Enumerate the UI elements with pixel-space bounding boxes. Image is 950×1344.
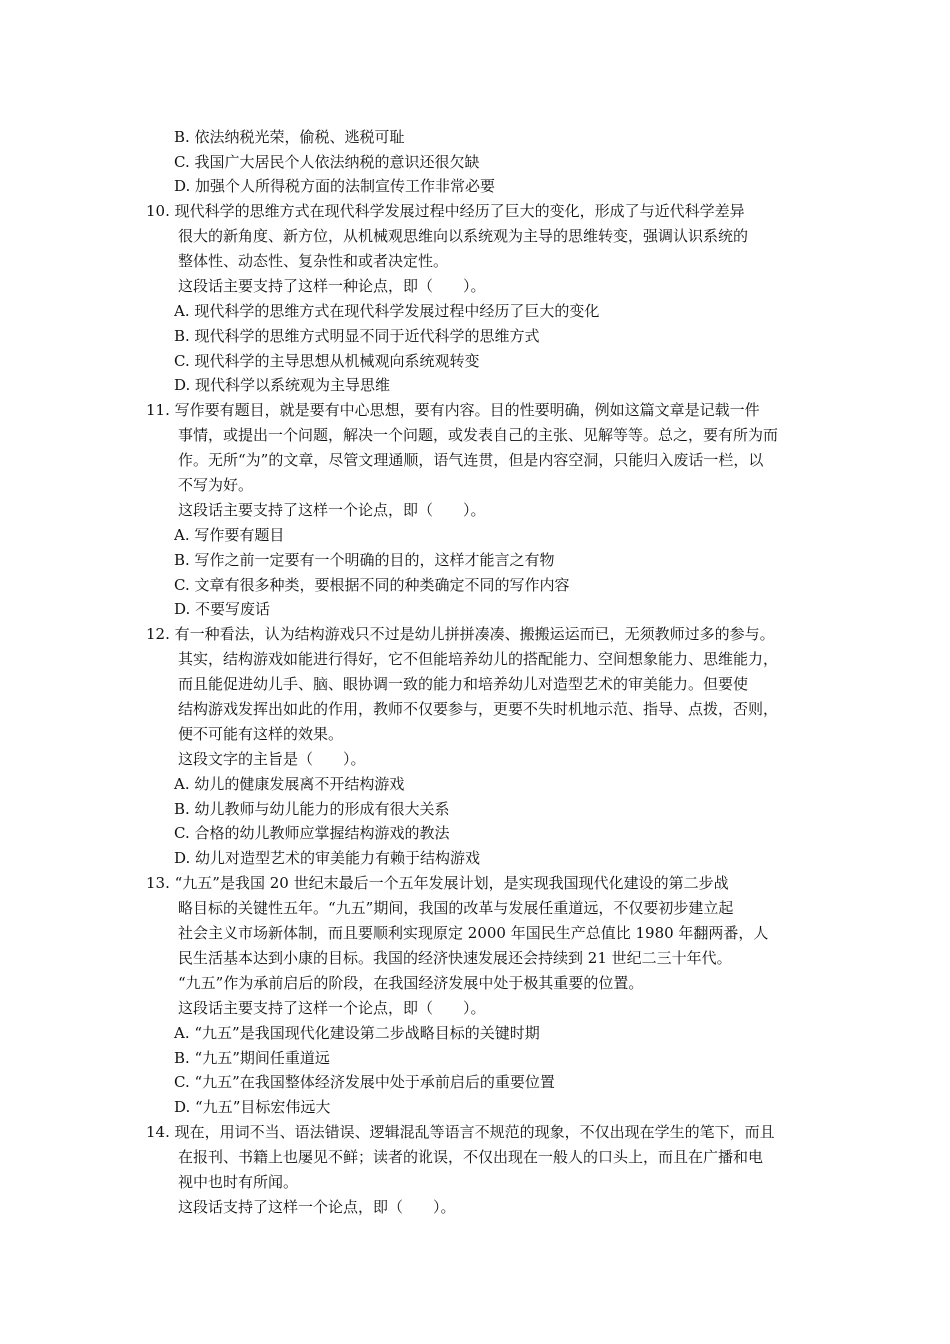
question-11-text: 11. 写作要有题目，就是要有中心思想，要有内容。目的性要明确，例如这篇文章是记载一件 bbox=[146, 401, 760, 419]
question-11-option-c: C. 文章有很多种类，要根据不同的种类确定不同的写作内容 bbox=[174, 576, 570, 594]
question-13-option-c: C. “九五”在我国整体经济发展中处于承前启后的重要位置 bbox=[174, 1073, 555, 1091]
question-11-text: 事情，或提出一个问题，解决一个问题，或发表自己的主张、见解等等。总之，要有所为而 bbox=[178, 426, 779, 444]
question-10-option-d: D. 现代科学以系统观为主导思维 bbox=[174, 376, 391, 394]
option-c: C. 我国广大居民个人依法纳税的意识还很欠缺 bbox=[174, 153, 480, 171]
question-13-text: 略目标的关键性五年。“九五”期间，我国的改革与发展任重道远，不仅要初步建立起 bbox=[178, 899, 734, 917]
question-13-text: 民生活基本达到小康的目标。我国的经济快速发展还会持续到 21 世纪二三十年代。 bbox=[178, 949, 732, 967]
question-11-stem: 这段话主要支持了这样一个论点，即（ ）。 bbox=[178, 501, 486, 519]
question-12-text: 结构游戏发挥出如此的作用，教师不仅要参与，更要不失时机地示范、指导、点拨，否则， bbox=[178, 700, 779, 718]
question-10-text: 整体性、动态性、复杂性和或者决定性。 bbox=[178, 252, 449, 270]
option-d: D. 加强个人所得税方面的法制宣传工作非常必要 bbox=[174, 177, 496, 195]
question-10-text: 10. 现代科学的思维方式在现代科学发展过程中经历了巨大的变化，形成了与近代科学差异 bbox=[146, 202, 745, 220]
option-b: B. 依法纳税光荣，偷税、逃税可耻 bbox=[174, 128, 405, 146]
question-10-option-b: B. 现代科学的思维方式明显不同于近代科学的思维方式 bbox=[174, 327, 540, 345]
question-11-option-a: A. 写作要有题目 bbox=[174, 526, 285, 544]
question-10-option-a: A. 现代科学的思维方式在现代科学发展过程中经历了巨大的变化 bbox=[174, 302, 600, 320]
question-11-text: 不写为好。 bbox=[178, 476, 254, 494]
question-10-option-c: C. 现代科学的主导思想从机械观向系统观转变 bbox=[174, 352, 480, 370]
question-12-option-b: B. 幼儿教师与幼儿能力的形成有很大关系 bbox=[174, 800, 450, 818]
question-14-stem: 这段话支持了这样一个论点，即（ ）。 bbox=[178, 1198, 456, 1216]
question-13-text: 社会主义市场新体制，而且要顺利实现原定 2000 年国民生产总值比 1980 年翻两番，人 bbox=[178, 924, 769, 942]
question-13-option-d: D. “九五”目标宏伟远大 bbox=[174, 1098, 331, 1116]
question-12-text: 其实，结构游戏如能进行得好，它不但能培养幼儿的搭配能力、空间想象能力、思维能力， bbox=[178, 650, 779, 668]
question-13-text: “九五”作为承前启后的阶段，在我国经济发展中处于极其重要的位置。 bbox=[178, 974, 644, 992]
question-13-option-b: B. “九五”期间任重道远 bbox=[174, 1049, 330, 1067]
question-11-text: 作。无所“为”的文章，尽管文理通顺，语气连贯，但是内容空洞，只能归入废话一栏，以 bbox=[178, 451, 764, 469]
question-12-option-c: C. 合格的幼儿教师应掌握结构游戏的教法 bbox=[174, 824, 450, 842]
question-14-text: 14. 现在，用词不当、语法错误、逻辑混乱等语言不规范的现象，不仅出现在学生的笔下，而且 bbox=[146, 1123, 775, 1141]
question-14-text: 在报刊、书籍上也屡见不鲜；读者的讹误，不仅出现在一般人的口头上，而且在广播和电 bbox=[178, 1148, 764, 1166]
question-12-text: 12. 有一种看法，认为结构游戏只不过是幼儿拼拼凑凑、搬搬运运而已，无须教师过多的参与。 bbox=[146, 625, 775, 643]
question-12-option-d: D. 幼儿对造型艺术的审美能力有赖于结构游戏 bbox=[174, 849, 481, 867]
question-12-text: 而且能促进幼儿手、脑、眼协调一致的能力和培养幼儿对造型艺术的审美能力。但要使 bbox=[178, 675, 749, 693]
question-12-stem: 这段文字的主旨是（ ）。 bbox=[178, 750, 366, 768]
question-11-option-b: B. 写作之前一定要有一个明确的目的，这样才能言之有物 bbox=[174, 551, 555, 569]
question-14-text: 视中也时有所闻。 bbox=[178, 1173, 299, 1191]
question-12-text: 便不可能有这样的效果。 bbox=[178, 725, 344, 743]
question-12-option-a: A. 幼儿的健康发展离不开结构游戏 bbox=[174, 775, 405, 793]
question-13-text: 13. “九五”是我国 20 世纪末最后一个五年发展计划，是实现我国现代化建设的第二步战 bbox=[146, 874, 729, 892]
question-10-text: 很大的新角度、新方位，从机械观思维向以系统观为主导的思维转变，强调认识系统的 bbox=[178, 227, 749, 245]
question-11-option-d: D. 不要写废话 bbox=[174, 600, 271, 618]
question-10-stem: 这段话主要支持了这样一种论点，即（ ）。 bbox=[178, 277, 486, 295]
question-13-option-a: A. “九五”是我国现代化建设第二步战略目标的关键时期 bbox=[174, 1024, 540, 1042]
question-13-stem: 这段话主要支持了这样一个论点，即（ ）。 bbox=[178, 999, 486, 1017]
